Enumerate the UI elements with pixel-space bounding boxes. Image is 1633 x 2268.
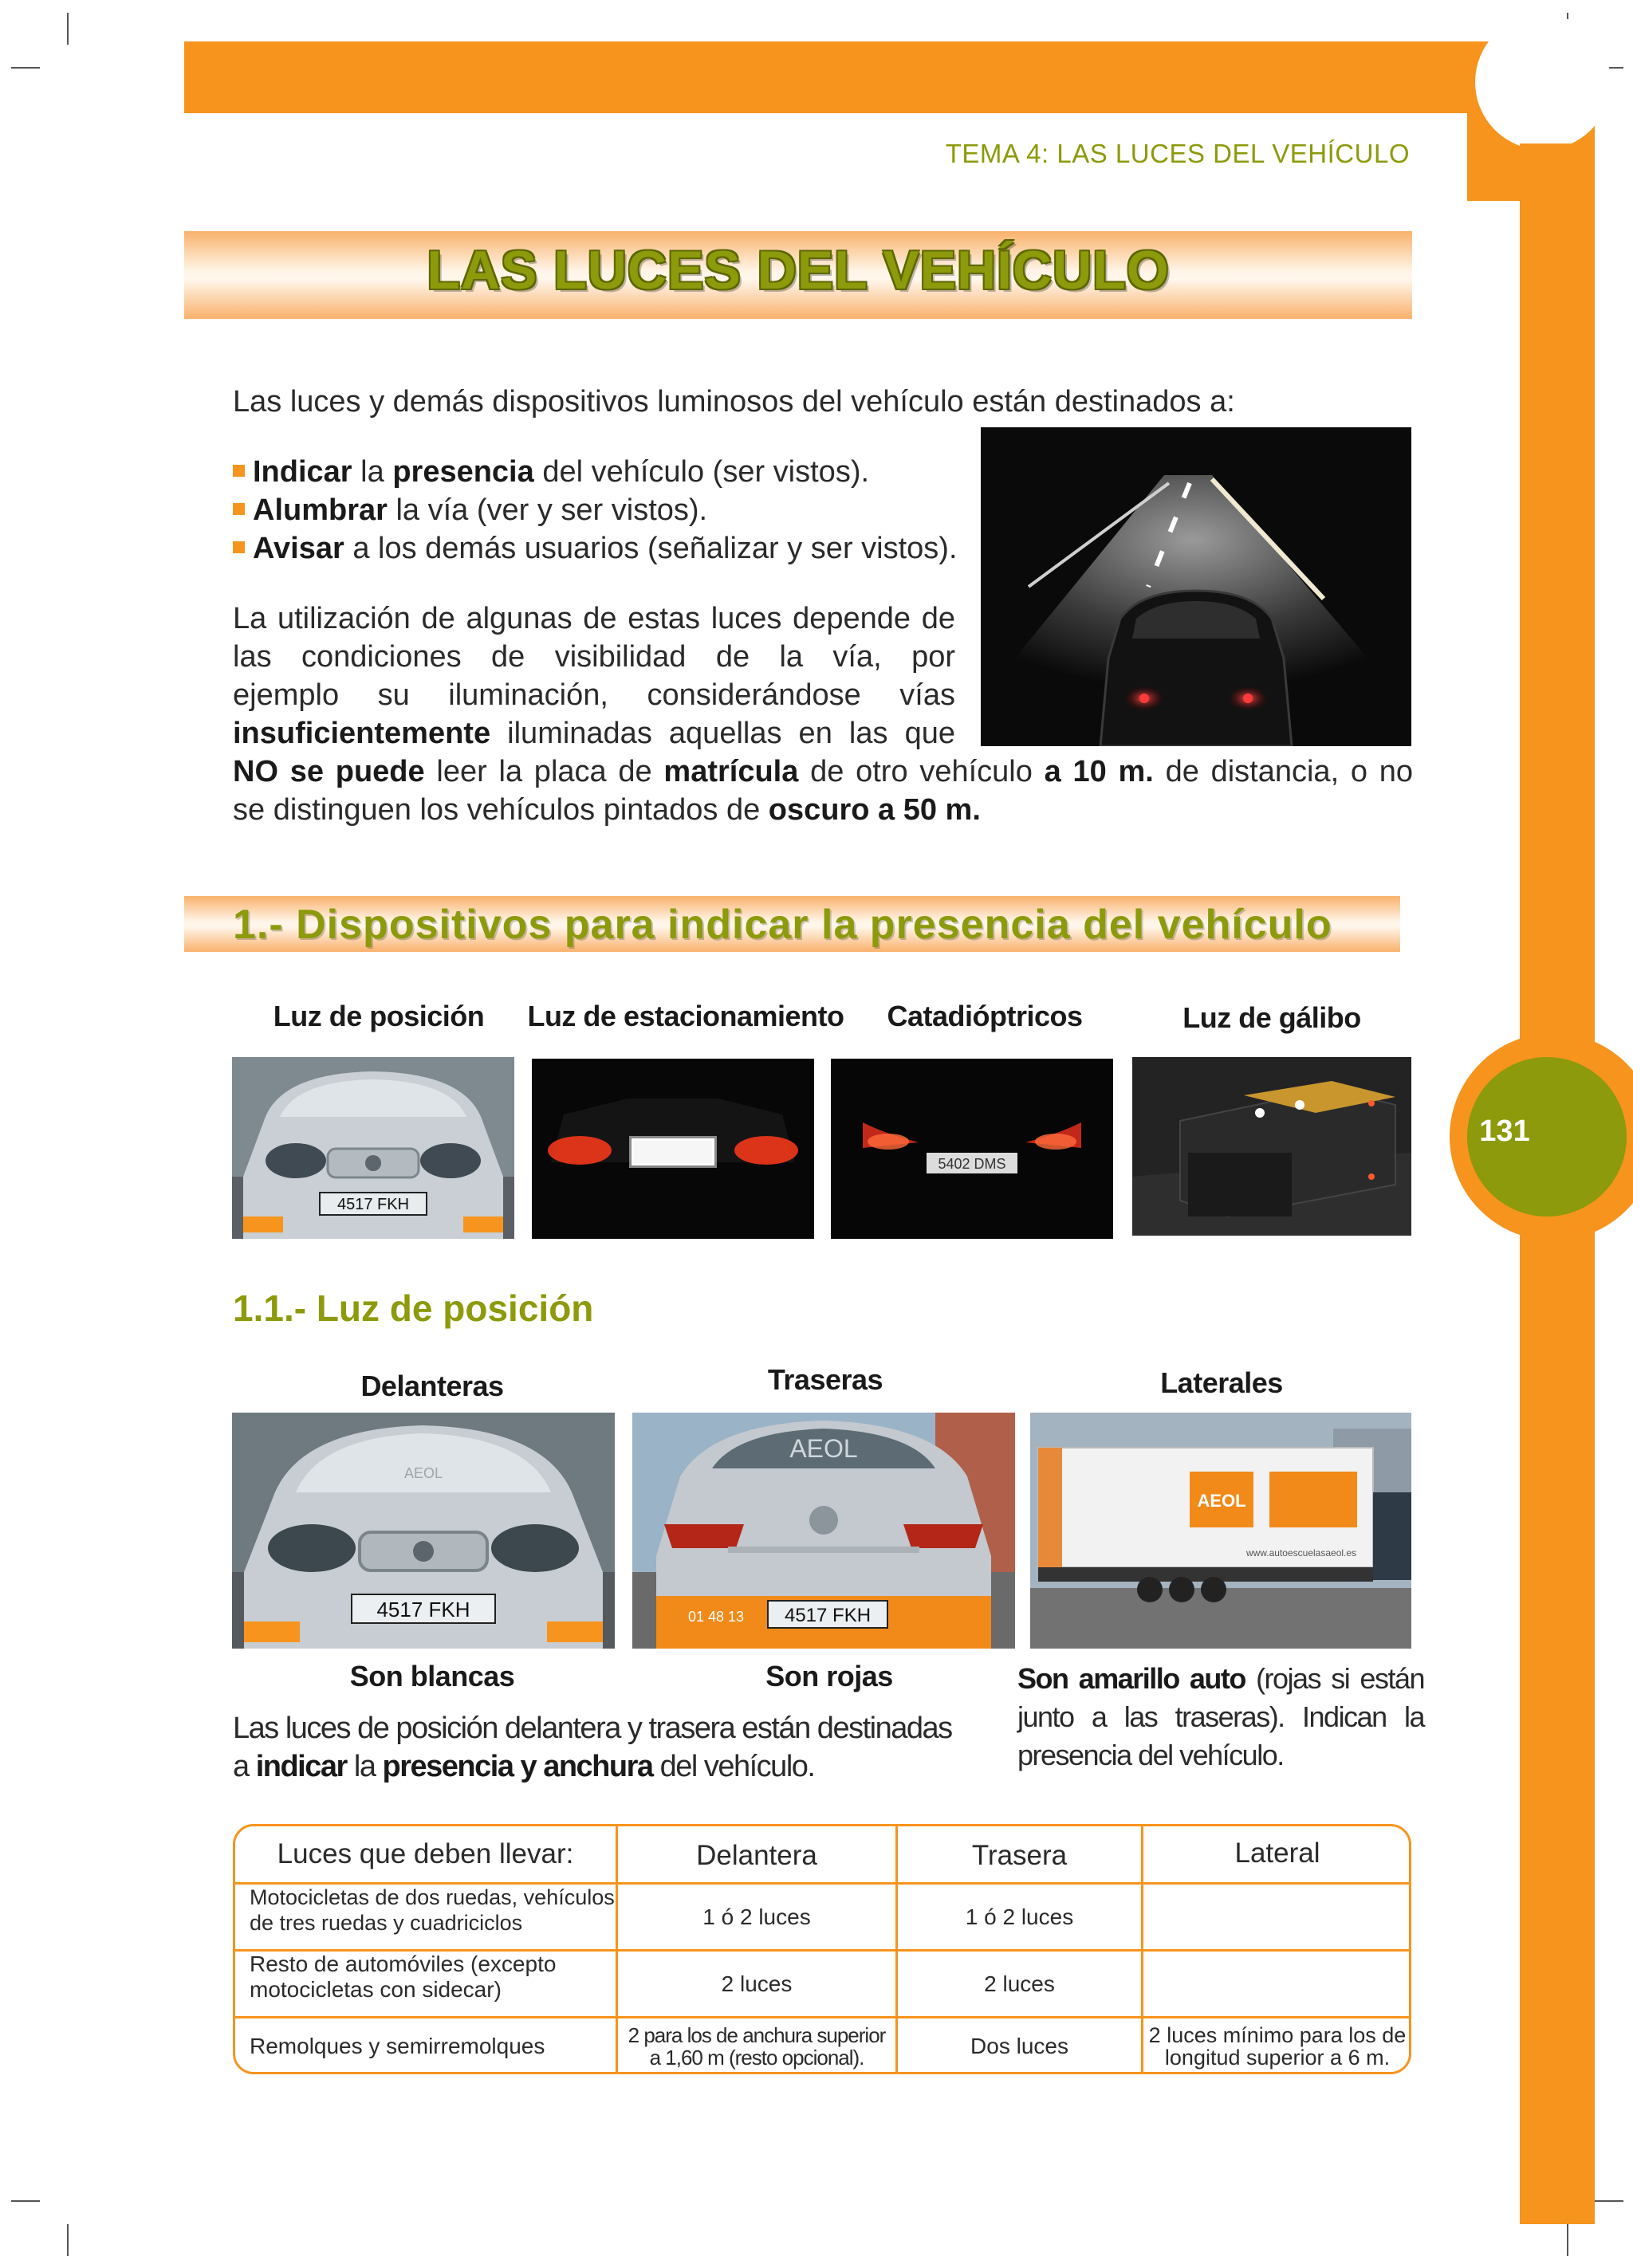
lateral-note <box>1017 1660 1424 1775</box>
note-line <box>233 1747 998 1786</box>
side-lights-photo <box>1030 1413 1411 1649</box>
plate-text: 4517 FKH <box>376 1598 470 1621</box>
paragraph-line <box>233 791 1413 829</box>
text: del vehículo. <box>652 1750 815 1783</box>
emphasis: Son amarillo auto <box>1017 1662 1245 1695</box>
night-road-photo <box>981 427 1411 746</box>
emphasis: oscuro a 50 m. <box>768 793 981 827</box>
table-cell-text: 2 para los de anchura superior <box>628 2023 886 2047</box>
emphasis: presencia y anchura <box>382 1750 653 1783</box>
intro-lead: Las luces y demás dispositivos luminosos del vehículo están destinados a: <box>233 385 1235 419</box>
crop-mark <box>1595 2200 1623 2202</box>
table-cell-text: Resto de automóviles (excepto <box>250 1952 557 1976</box>
table-row <box>235 1952 616 2016</box>
bullet-text: la <box>352 455 393 489</box>
bullet-keyword: Avisar <box>253 532 344 565</box>
list-item <box>233 453 958 491</box>
caption-luz-estacionamiento: Luz de estacionamiento <box>527 1000 844 1032</box>
page-title: LAS LUCES DEL VEHÍCULO <box>427 240 1170 301</box>
emphasis: a 10 m. <box>1044 755 1154 788</box>
color-white: Son blancas <box>349 1660 515 1692</box>
brand-text: AEOL <box>403 1465 443 1481</box>
text: de distancia, o no <box>1153 755 1413 788</box>
text: leer la placa de <box>424 755 664 788</box>
table-header: Trasera <box>971 1840 1068 1871</box>
bullet-text: del vehículo (ser vistos). <box>533 455 870 489</box>
paragraph-line <box>233 753 1413 791</box>
brand-text: AEOL <box>1197 1491 1246 1511</box>
text: iluminadas aquellas en las que <box>490 717 955 750</box>
text: de otro vehículo <box>798 755 1045 788</box>
bullet-list <box>233 453 958 568</box>
table-cell-text: Motocicletas de dos ruedas, vehículos <box>250 1885 615 1909</box>
web-text: www.autoescuelasaeol.es <box>1245 1547 1357 1559</box>
bullet-text: la vía (ver y ser vistos). <box>387 493 708 527</box>
bullet-keyword: Alumbrar <box>253 493 388 527</box>
paragraph-line: La utilización de algunas de estas luces depende de <box>233 602 955 635</box>
crop-mark <box>67 2224 69 2256</box>
front-lights-photo <box>232 1413 615 1649</box>
plate-text: 5402 DMS <box>938 1156 1006 1172</box>
top-band <box>184 41 1489 113</box>
caption-delanteras: Delanteras <box>360 1370 504 1402</box>
caption-traseras: Traseras <box>767 1363 883 1396</box>
rear-lights-photo <box>632 1413 1015 1649</box>
table-cell <box>618 2018 895 2074</box>
caption-laterales: Laterales <box>1160 1366 1283 1399</box>
crop-mark <box>11 67 40 69</box>
table-cell: Dos luces <box>970 2034 1068 2058</box>
table-cell <box>1143 2018 1411 2074</box>
table-header: Lateral <box>1234 1838 1320 1869</box>
emphasis: insuficientemente <box>233 717 491 750</box>
bullet-text: a los demás usuarios (señalizar y ser vistos). <box>344 532 958 565</box>
subsection-title: 1.1.- Luz de posición <box>233 1287 594 1329</box>
caption-luz-galibo: Luz de gálibo <box>1182 1001 1361 1034</box>
visibility-paragraph <box>233 599 955 753</box>
text: a <box>233 1750 256 1783</box>
bullet-square-icon <box>233 465 245 477</box>
crop-mark <box>1567 2224 1568 2256</box>
plate-text: 4517 FKH <box>784 1605 872 1626</box>
list-item <box>233 491 958 529</box>
table-cell: 2 luces <box>721 1971 793 1996</box>
position-note <box>233 1709 998 1786</box>
bullet-square-icon <box>233 503 245 515</box>
table-header: Delantera <box>696 1840 817 1871</box>
reflectors-photo <box>831 1059 1113 1239</box>
table-header: Luces que deben llevar: <box>277 1838 574 1869</box>
table-cell-text: motocicletas con sidecar) <box>250 1977 502 2002</box>
running-header: TEMA 4: LAS LUCES DEL VEHÍCULO <box>945 139 1410 168</box>
table-cell <box>1143 1885 1411 1949</box>
corner-cutout <box>1475 14 1611 150</box>
plate-text: 4517 FKH <box>336 1196 410 1213</box>
bullet-square-icon <box>233 541 245 553</box>
text: la <box>346 1750 383 1783</box>
text: (rojas si están <box>1245 1662 1424 1695</box>
brand-text: AEOL <box>789 1434 858 1463</box>
emphasis: NO se puede <box>233 755 425 788</box>
table-cell-text: longitud superior a 6 m. <box>1164 2046 1391 2070</box>
table-cell: 1 ó 2 luces <box>702 1904 811 1929</box>
color-red: Son rojas <box>765 1660 893 1692</box>
table-cell: 1 ó 2 luces <box>965 1904 1074 1929</box>
caption-luz-posicion: Luz de posición <box>273 1000 485 1032</box>
note-line <box>1017 1660 1424 1698</box>
visibility-paragraph-end <box>233 753 1413 829</box>
table-cell-text: 2 luces mínimo para los de <box>1148 2023 1407 2047</box>
bullet-keyword: presencia <box>392 455 534 489</box>
emphasis: matrícula <box>663 755 799 788</box>
car-front-photo <box>232 1057 514 1239</box>
crop-mark <box>11 2200 40 2202</box>
paragraph-line: ejemplo su iluminación, considerándose vías <box>233 678 955 712</box>
caption-catadioptricos: Catadióptricos <box>887 1000 1083 1032</box>
emphasis: indicar <box>255 1750 347 1783</box>
table-row <box>235 1885 616 1949</box>
table-cell-text: de tres ruedas y cuadriciclos <box>250 1911 523 1935</box>
clearance-light-photo <box>1132 1057 1411 1236</box>
crop-mark <box>67 13 69 45</box>
page-number: 131 <box>1479 1114 1530 1148</box>
table-cell <box>1143 1952 1411 2016</box>
list-item <box>233 529 958 568</box>
paragraph-line: las condiciones de visibilidad de la vía, por <box>233 640 955 674</box>
paragraph-line <box>233 714 955 753</box>
bullet-keyword: Indicar <box>253 455 352 489</box>
section-title: 1.- Dispositivos para indicar la presencia del vehículo <box>233 902 1332 948</box>
parking-light-photo <box>532 1059 814 1239</box>
table-cell: 2 luces <box>984 1971 1055 1996</box>
note-line: junto a las traseras). Indican la <box>1017 1700 1424 1733</box>
phone-text: 01 48 13 <box>688 1609 745 1625</box>
note-line: Las luces de posición delantera y trasera están destinadas <box>233 1712 952 1745</box>
text: se distinguen los vehículos pintados de <box>233 793 769 827</box>
table-cell-text: a 1,60 m (resto opcional). <box>649 2046 864 2070</box>
lights-table <box>233 1824 1411 2074</box>
note-line: presencia del vehículo. <box>1017 1739 1284 1771</box>
table-row: Remolques y semirremolques <box>250 2034 545 2058</box>
